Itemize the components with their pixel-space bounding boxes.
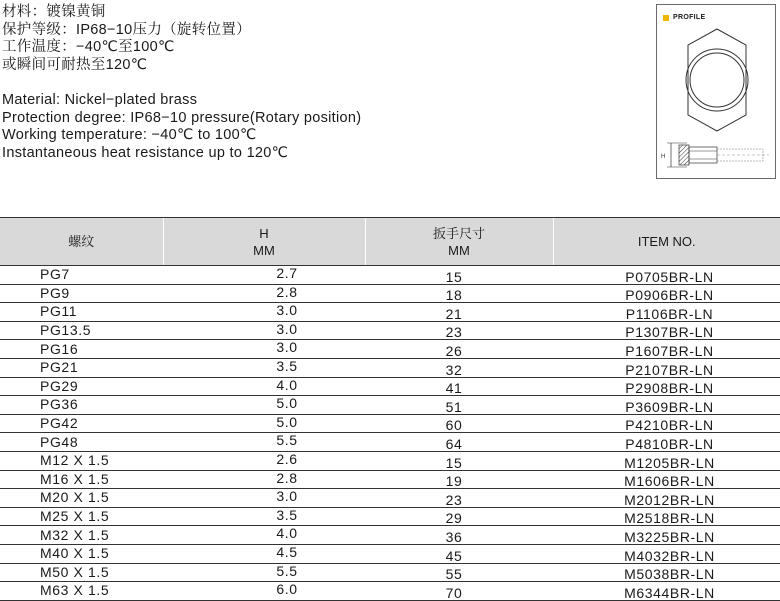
cell-wrench-size: 26	[365, 340, 553, 359]
cell-item-no: P0705BR-LN	[553, 266, 780, 285]
table-row	[0, 582, 780, 601]
cell-height: 3.5	[163, 507, 365, 526]
cell-wrench-size: 18	[365, 284, 553, 303]
cell-item-no: P1607BR-LN	[553, 340, 780, 359]
cell-item-no: M3225BR-LN	[553, 526, 780, 545]
table-row	[0, 507, 780, 526]
cell-thread: PG9	[0, 284, 163, 303]
spec-table	[0, 217, 780, 601]
cell-height: 5.5	[163, 433, 365, 452]
cell-thread: PG48	[0, 433, 163, 452]
header-height: H MM	[163, 218, 365, 266]
cell-wrench-size: 32	[365, 358, 553, 377]
hex-outline	[688, 29, 746, 131]
side-section	[679, 145, 689, 165]
cell-thread: M25 X 1.5	[0, 507, 163, 526]
cell-item-no: P0906BR-LN	[553, 284, 780, 303]
cell-thread: PG21	[0, 358, 163, 377]
cell-height: 4.0	[163, 526, 365, 545]
cell-thread: PG42	[0, 414, 163, 433]
cell-item-no: M5038BR-LN	[553, 563, 780, 582]
cell-height: 5.0	[163, 414, 365, 433]
table-header-row	[0, 218, 780, 266]
table-row	[0, 563, 780, 582]
cell-item-no: P4810BR-LN	[553, 433, 780, 452]
hex-locknut-drawing	[657, 5, 777, 180]
cell-thread: M40 X 1.5	[0, 544, 163, 563]
cell-height: 5.0	[163, 396, 365, 415]
profile-drawing-box	[656, 4, 776, 179]
cell-item-no: M1205BR-LN	[553, 451, 780, 470]
cell-item-no: P2107BR-LN	[553, 358, 780, 377]
cell-item-no: M2012BR-LN	[553, 489, 780, 508]
header-item-no: ITEM NO.	[553, 218, 780, 266]
cell-item-no: M1606BR-LN	[553, 470, 780, 489]
table-row	[0, 358, 780, 377]
cell-wrench-size: 23	[365, 321, 553, 340]
cell-wrench-size: 19	[365, 470, 553, 489]
cell-item-no: P2908BR-LN	[553, 377, 780, 396]
table-row	[0, 340, 780, 359]
table-row	[0, 266, 780, 285]
table-row	[0, 414, 780, 433]
table-row	[0, 321, 780, 340]
outer-ring	[686, 49, 748, 111]
cell-item-no: P4210BR-LN	[553, 414, 780, 433]
cell-wrench-size: 21	[365, 303, 553, 322]
cell-thread: M63 X 1.5	[0, 582, 163, 601]
cell-thread: M12 X 1.5	[0, 451, 163, 470]
cell-height: 2.8	[163, 470, 365, 489]
cell-wrench-size: 45	[365, 544, 553, 563]
spec-line-cn: 保护等级：IP68−10压力（旋转位置）	[2, 21, 251, 38]
cell-wrench-size: 23	[365, 489, 553, 508]
cell-height: 3.0	[163, 489, 365, 508]
cell-wrench-size: 15	[365, 266, 553, 285]
material-specs	[2, 4, 361, 162]
table-row	[0, 377, 780, 396]
spec-line-cn: 材料：镀镍黄铜	[2, 4, 106, 20]
cell-height: 2.6	[163, 451, 365, 470]
cell-thread: PG29	[0, 377, 163, 396]
cell-height: 3.0	[163, 303, 365, 322]
cell-item-no: M6344BR-LN	[553, 582, 780, 601]
cell-wrench-size: 51	[365, 396, 553, 415]
spec-line-cn: 工作温度：−40℃至100℃	[2, 39, 175, 55]
profile-label: PROFILE	[673, 14, 706, 21]
cell-wrench-size: 60	[365, 414, 553, 433]
table-row	[0, 433, 780, 452]
cell-thread: PG36	[0, 396, 163, 415]
table-row	[0, 396, 780, 415]
cell-item-no: P3609BR-LN	[553, 396, 780, 415]
cell-thread: M16 X 1.5	[0, 470, 163, 489]
cell-wrench-size: 36	[365, 526, 553, 545]
dimension-h-label: H	[661, 154, 666, 160]
table-row	[0, 470, 780, 489]
cell-wrench-size: 70	[365, 582, 553, 601]
cell-item-no: M2518BR-LN	[553, 507, 780, 526]
table-row	[0, 451, 780, 470]
cell-thread: M32 X 1.5	[0, 526, 163, 545]
cell-item-no: P1106BR-LN	[553, 303, 780, 322]
cell-wrench-size: 64	[365, 433, 553, 452]
cell-height: 3.0	[163, 340, 365, 359]
cell-item-no: M4032BR-LN	[553, 544, 780, 563]
cell-wrench-size: 55	[365, 563, 553, 582]
table-row	[0, 284, 780, 303]
spec-line-en: Instantaneous heat resistance up to 120℃	[2, 144, 289, 161]
cell-height: 2.7	[163, 266, 365, 285]
cell-height: 2.8	[163, 284, 365, 303]
table-row	[0, 489, 780, 508]
cell-wrench-size: 41	[365, 377, 553, 396]
cell-thread: M20 X 1.5	[0, 489, 163, 508]
cell-thread: PG7	[0, 266, 163, 285]
spec-line-cn: 或瞬间可耐热至120℃	[2, 56, 148, 73]
cell-height: 4.5	[163, 544, 365, 563]
cell-height: 6.0	[163, 582, 365, 601]
cell-height: 3.0	[163, 321, 365, 340]
inner-ring	[690, 53, 744, 107]
cell-item-no: P1307BR-LN	[553, 321, 780, 340]
spec-line-en: Protection degree: IP68−10 pressure(Rotary position)	[2, 109, 362, 126]
spec-line-en: Working temperature: −40℃ to 100℃	[2, 127, 257, 143]
table-row	[0, 544, 780, 563]
spec-line-en: Material: Nickel−plated brass	[2, 92, 198, 108]
cell-thread: PG16	[0, 340, 163, 359]
table-row	[0, 303, 780, 322]
cell-height: 5.5	[163, 563, 365, 582]
header-thread: 螺纹	[0, 218, 163, 266]
cell-thread: PG13.5	[0, 321, 163, 340]
header-wrench-size: 扳手尺寸 MM	[365, 218, 553, 266]
cell-wrench-size: 29	[365, 507, 553, 526]
table-row	[0, 526, 780, 545]
cell-height: 4.0	[163, 377, 365, 396]
cell-thread: PG11	[0, 303, 163, 322]
cell-thread: M50 X 1.5	[0, 563, 163, 582]
cell-wrench-size: 15	[365, 451, 553, 470]
cell-height: 3.5	[163, 358, 365, 377]
